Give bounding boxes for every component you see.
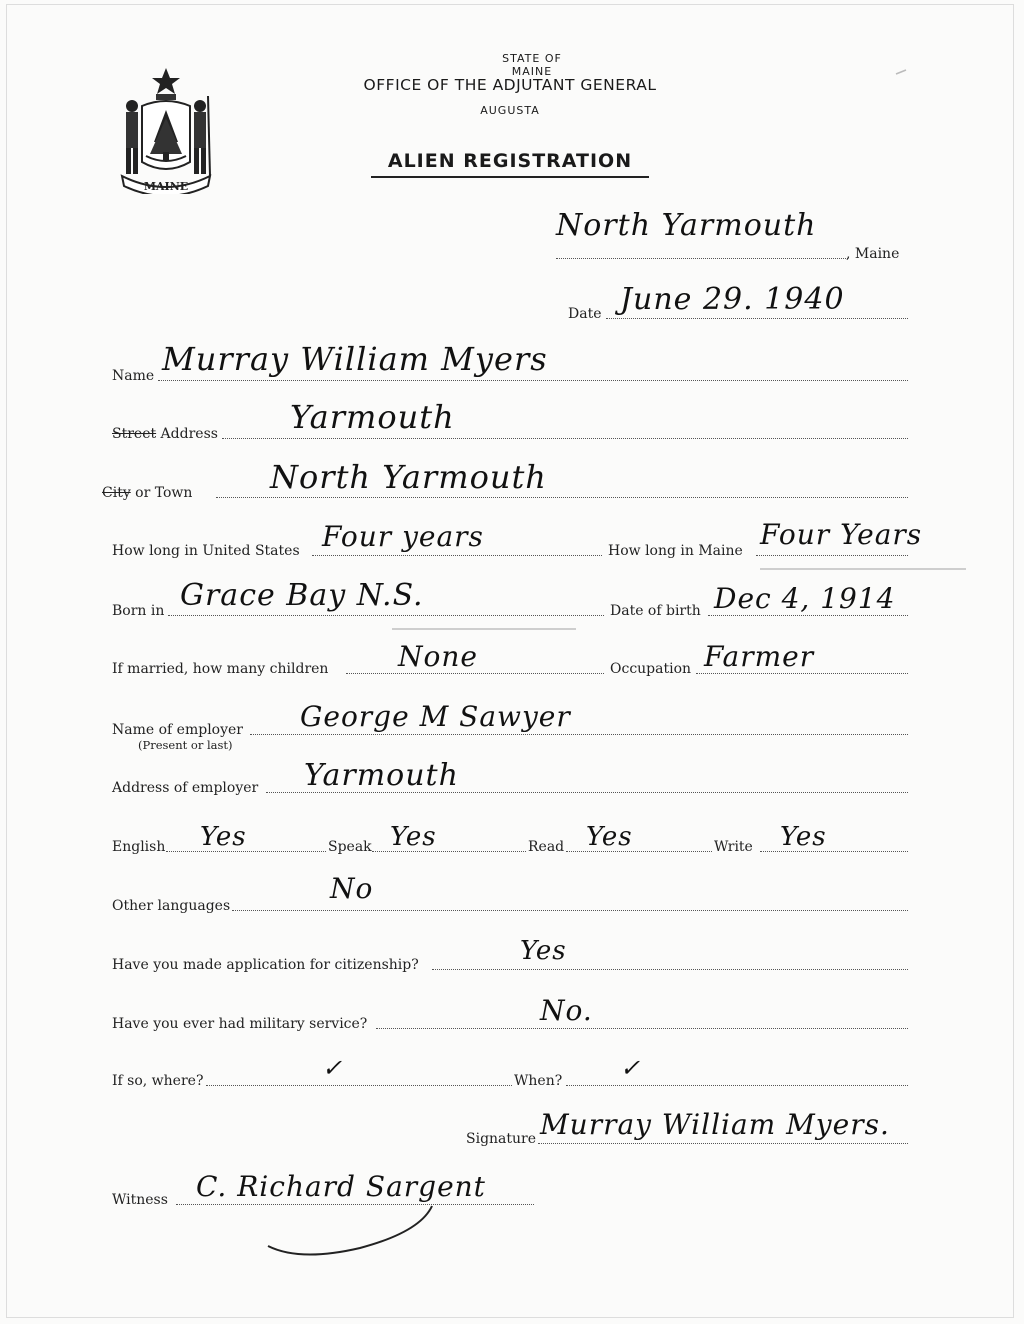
when-label: When? <box>514 1073 563 1089</box>
born-in-value: Grace Bay N.S. <box>180 578 424 613</box>
maine-label: , Maine <box>846 246 900 262</box>
name-label: Name <box>112 368 155 384</box>
signature-value: Murray William Myers. <box>540 1108 890 1141</box>
employer-value: George M Sawyer <box>300 700 571 733</box>
town-value: North Yarmouth <box>270 458 547 496</box>
military-value: No. <box>540 994 593 1027</box>
date-value: June 29. 1940 <box>620 282 845 317</box>
children-value: None <box>398 640 478 673</box>
born-in-label: Born in <box>112 603 165 619</box>
english-label: English <box>112 839 166 855</box>
form-title: ALIEN REGISTRATION <box>387 150 633 172</box>
witness-value: C. Richard Sargent <box>196 1170 486 1203</box>
english-value: Yes <box>200 822 247 852</box>
military-label: Have you ever had military service? <box>112 1016 368 1032</box>
city-struck-label: City <box>102 485 131 501</box>
address-value: Yarmouth <box>290 398 455 436</box>
other-languages-label: Other languages <box>112 898 231 914</box>
when-value: ✓ <box>620 1054 642 1082</box>
town-label-text: or Town <box>130 485 193 501</box>
other-languages-value: No <box>330 872 374 905</box>
witness-label: Witness <box>112 1192 168 1208</box>
place-value: North Yarmouth <box>556 208 817 243</box>
signature-label: Signature <box>466 1131 537 1147</box>
where-value: ✓ <box>322 1054 344 1082</box>
citizenship-value: Yes <box>520 936 567 966</box>
write-value: Yes <box>780 822 827 852</box>
married-children-label: If married, how many children <box>112 661 329 677</box>
employer-address-value: Yarmouth <box>304 758 459 793</box>
name-value: Murray William Myers <box>162 340 548 378</box>
read-label: Read <box>528 839 565 855</box>
present-or-last-label: (Present or last) <box>138 738 233 752</box>
street-struck-label: Street <box>112 426 157 442</box>
how-long-maine-label: How long in Maine <box>608 543 743 559</box>
speak-value: Yes <box>390 822 437 852</box>
address-label-text: Address <box>156 426 218 442</box>
speak-label: Speak <box>328 839 372 855</box>
occupation-value: Farmer <box>704 640 815 673</box>
how-long-us-label: How long in United States <box>112 543 300 559</box>
date-label: Date <box>568 306 602 322</box>
date-of-birth-label: Date of birth <box>610 603 701 619</box>
citizenship-label: Have you made application for citizenship? <box>112 957 419 973</box>
date-of-birth-value: Dec 4, 1914 <box>714 582 896 615</box>
if-so-where-label: If so, where? <box>112 1073 204 1089</box>
city-heading: AUGUSTA <box>480 104 540 117</box>
read-value: Yes <box>586 822 633 852</box>
how-long-us-value: Four years <box>322 520 484 553</box>
employer-address-label: Address of employer <box>112 780 259 796</box>
state-heading: STATE OF MAINE <box>502 52 562 78</box>
occupation-label: Occupation <box>610 661 692 677</box>
employer-label: Name of employer <box>112 722 243 738</box>
svg-text:MAINE: MAINE <box>143 180 189 193</box>
how-long-maine-value: Four Years <box>760 518 923 551</box>
office-heading: OFFICE OF THE ADJUTANT GENERAL <box>363 76 657 94</box>
write-label: Write <box>714 839 753 855</box>
